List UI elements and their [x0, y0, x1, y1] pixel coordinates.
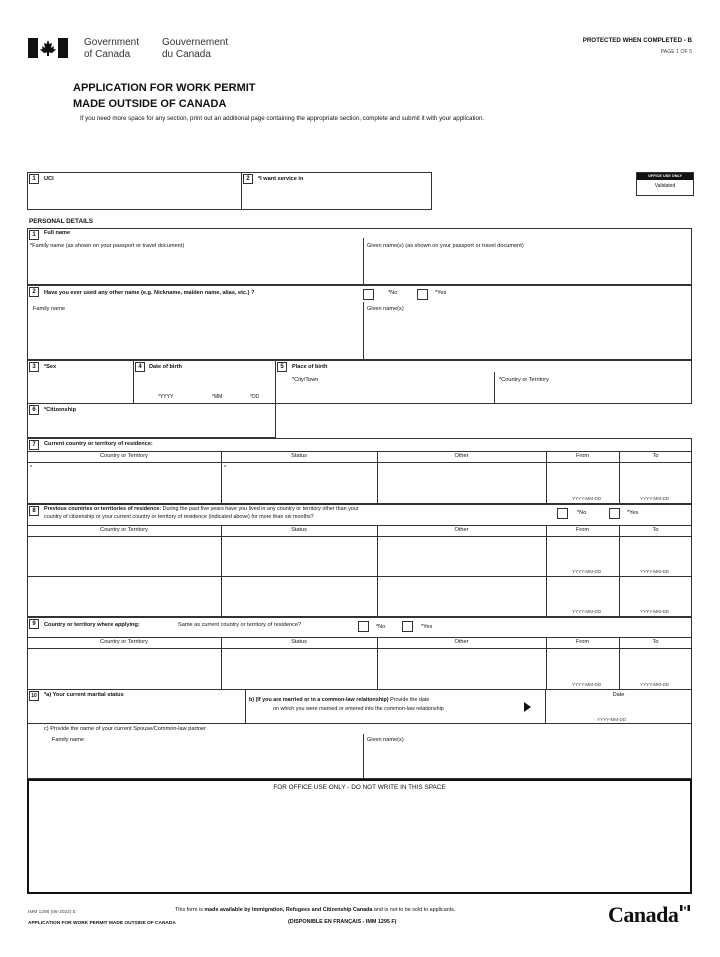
q1-family-label: *Family name (as shown on your passport or travel document): [30, 243, 185, 249]
q10b-label-rest: Provide the date: [388, 697, 430, 703]
other-family-name-input[interactable]: [30, 316, 360, 356]
q9-header-to: To: [652, 639, 659, 645]
q5-number: 5: [277, 362, 287, 372]
q9-header-country: Country or Territory: [100, 639, 148, 645]
q7-header-other: Other: [454, 453, 469, 459]
q7-number: 7: [29, 440, 39, 450]
q8-no-checkbox[interactable]: [557, 508, 568, 519]
q8-yes-checkbox[interactable]: [609, 508, 620, 519]
q9-header-status: Status: [291, 639, 307, 645]
q7-header-to: To: [652, 453, 659, 459]
office-box-header: OFFICE USE ONLY: [637, 173, 693, 180]
q9-header-other: Other: [454, 639, 469, 645]
service-label: *I want service in: [258, 176, 304, 182]
form-title-line1: APPLICATION FOR WORK PERMIT: [73, 82, 256, 94]
q7-header-country: Country or Territory: [100, 453, 148, 459]
q5-label: Place of birth: [292, 364, 328, 370]
q8-row2-to-format[interactable]: YYYY-MM-DD: [640, 609, 670, 614]
q8-label: [44, 507, 359, 512]
q7-from-format[interactable]: YYYY-MM-DD: [572, 496, 602, 501]
q9-label: Country or territory where applying:: [44, 622, 140, 628]
dob-mm-label: *MM: [212, 394, 223, 400]
given-name-input[interactable]: [367, 252, 689, 282]
section-2-number: 2: [243, 174, 253, 184]
country-of-birth-input[interactable]: [498, 386, 688, 402]
q10b-label-bold: b) (If you are married or in a common-law relationship): [249, 697, 389, 703]
q8-header-status: Status: [291, 527, 307, 533]
gov-fr-line1: Gouvernement: [162, 37, 229, 48]
q1-number: 1: [29, 230, 39, 240]
page-indicator: PAGE 1 OF 5: [660, 49, 692, 55]
footer-notice-post: and is not to be sold to applicants.: [372, 907, 456, 913]
spouse-given-name-input[interactable]: [367, 746, 689, 776]
q8-header-other: Other: [454, 527, 469, 533]
current-country-input[interactable]: [29, 464, 219, 502]
q10-date-header: Date: [612, 692, 625, 698]
q9-no-label: *No: [376, 624, 386, 630]
q7-country-required: *: [30, 465, 33, 471]
q4-number: 4: [135, 362, 145, 372]
q6-number: 6: [29, 405, 39, 415]
q4-label: Date of birth: [149, 364, 182, 370]
q8-label-rest: During the past five years have you lived in any country or territory other than your: [161, 506, 359, 512]
q10-number: 10: [29, 691, 39, 701]
q6-label: *Citizenship: [44, 407, 77, 413]
q2-given-label: Given name(s): [367, 306, 404, 312]
dob-yyyy-label: *YYYY: [158, 394, 174, 400]
q8-number: 8: [29, 506, 39, 516]
q9-to-format[interactable]: YYYY-MM-DD: [640, 682, 670, 687]
q8-row1-to-format[interactable]: YYYY-MM-DD: [640, 569, 670, 574]
form-instructions: If you need more space for any section, print out an additional page containing the appropriate section, complete and submit it with your application.: [80, 115, 485, 122]
government-flag-logo: [28, 38, 68, 58]
section-1-number: 1: [29, 174, 39, 184]
q7-header-status: Status: [291, 453, 307, 459]
q8-label-bold: Previous countries or territories of residence:: [44, 506, 162, 512]
q10c-given-label: Given name(s): [367, 737, 404, 743]
q2-number: 2: [29, 287, 39, 297]
q9-yes-label: *Yes: [421, 624, 433, 630]
q9-no-checkbox[interactable]: [358, 621, 369, 632]
q9-header-from: From: [575, 639, 590, 645]
q7-status-required: *: [224, 465, 227, 471]
q10-date-format: YYYY-MM-DD: [597, 717, 627, 722]
dob-dd-label: *DD: [250, 394, 260, 400]
q2-label: Have you ever used any other name (e.g. Nickname, maiden name, alias, etc.) ?: [44, 290, 255, 296]
q9-number: 9: [29, 619, 39, 629]
q8-no-label: *No: [577, 510, 587, 516]
office-use-only-area: [27, 779, 692, 894]
q1-given-label: Given name(s) (as shown on your passport or travel document): [367, 243, 524, 249]
office-box-value: Validated: [654, 183, 676, 189]
q5-city-label: *City/Town: [292, 377, 319, 383]
q7-header-from: From: [575, 453, 590, 459]
form-footer-name: APPLICATION FOR WORK PERMIT MADE OUTSIDE OF CANADA: [28, 921, 176, 926]
footer-notice-bold: made available by Immigration, Refugees and Citizenship Canada: [204, 907, 373, 913]
footer-french-note: (DISPONIBLE EN FRANÇAIS - IMM 1295 F): [288, 919, 397, 925]
q3-label: *Sex: [44, 364, 57, 370]
personal-details-heading: PERSONAL DETAILS: [29, 218, 94, 225]
wordmark-flag-icon: [680, 905, 690, 911]
office-use-only-label: FOR OFFICE USE ONLY - DO NOT WRITE IN THIS SPACE: [273, 784, 446, 791]
q1-label: Full name: [44, 230, 71, 236]
form-code: IMM 1295 (06-2022) E: [28, 910, 76, 915]
q2-yes-checkbox[interactable]: [417, 289, 428, 300]
q8-row1-from-format[interactable]: YYYY-MM-DD: [572, 569, 602, 574]
q8-yes-label: *Yes: [627, 510, 639, 516]
q8-header-from: From: [575, 527, 590, 533]
arrow-right-icon: [524, 702, 531, 712]
gov-fr-line2: du Canada: [162, 49, 211, 60]
q8-row2-from-format[interactable]: YYYY-MM-DD: [572, 609, 602, 614]
q5-country-label: *Country or Territory: [499, 377, 549, 383]
q2-no-label: *No: [388, 290, 398, 296]
spouse-family-name-input[interactable]: [30, 746, 360, 776]
q2-family-label: Family name: [33, 306, 66, 312]
family-name-input[interactable]: [30, 252, 360, 282]
city-of-birth-input[interactable]: [290, 386, 490, 402]
q10b-label-line2: on which you were married or entered into the common-law relationship: [273, 706, 444, 712]
gov-en-line2: of Canada: [84, 49, 131, 60]
q2-yes-label: *Yes: [435, 290, 447, 296]
uci-label: UCI: [44, 176, 54, 182]
footer-notice-pre: This form is: [175, 907, 205, 913]
q10c-label: c) Provide the name of your current Spouse/Common-law partner: [44, 726, 206, 732]
protected-label: PROTECTED WHEN COMPLETED - B: [582, 37, 692, 44]
q10a-label: *a) Your current marital status: [44, 692, 124, 698]
canada-wordmark: Canada: [608, 902, 679, 927]
maple-leaf-icon: [28, 38, 68, 58]
previous-residence-section: [27, 504, 692, 617]
q9-label-rest: Same as current country or territory of residence?: [178, 622, 302, 628]
q9-yes-checkbox[interactable]: [402, 621, 413, 632]
q10b-label: [249, 698, 429, 703]
other-given-name-input[interactable]: [367, 316, 689, 356]
q8-header-country: Country or Territory: [100, 527, 148, 533]
gov-en-line1: Government: [84, 37, 140, 48]
uci-field[interactable]: [27, 172, 242, 210]
q9-from-format[interactable]: YYYY-MM-DD: [572, 682, 602, 687]
current-other-input[interactable]: [379, 464, 544, 502]
q8-header-to: To: [652, 527, 659, 533]
q2-no-checkbox[interactable]: [363, 289, 374, 300]
office-validated-box: [636, 172, 694, 196]
q8-label-line2: country of citizenship or your current country or territory of residence (indicated above) for more than six months?: [44, 514, 314, 520]
footer-notice: [175, 908, 455, 913]
form-title-line2: MADE OUTSIDE OF CANADA: [73, 98, 227, 110]
q7-to-format[interactable]: YYYY-MM-DD: [640, 496, 670, 501]
q3-number: 3: [29, 362, 39, 372]
current-status-input[interactable]: [223, 464, 375, 502]
q10c-family-label: Family name: [52, 737, 85, 743]
q7-label: Current country or territory of residence:: [44, 441, 153, 447]
